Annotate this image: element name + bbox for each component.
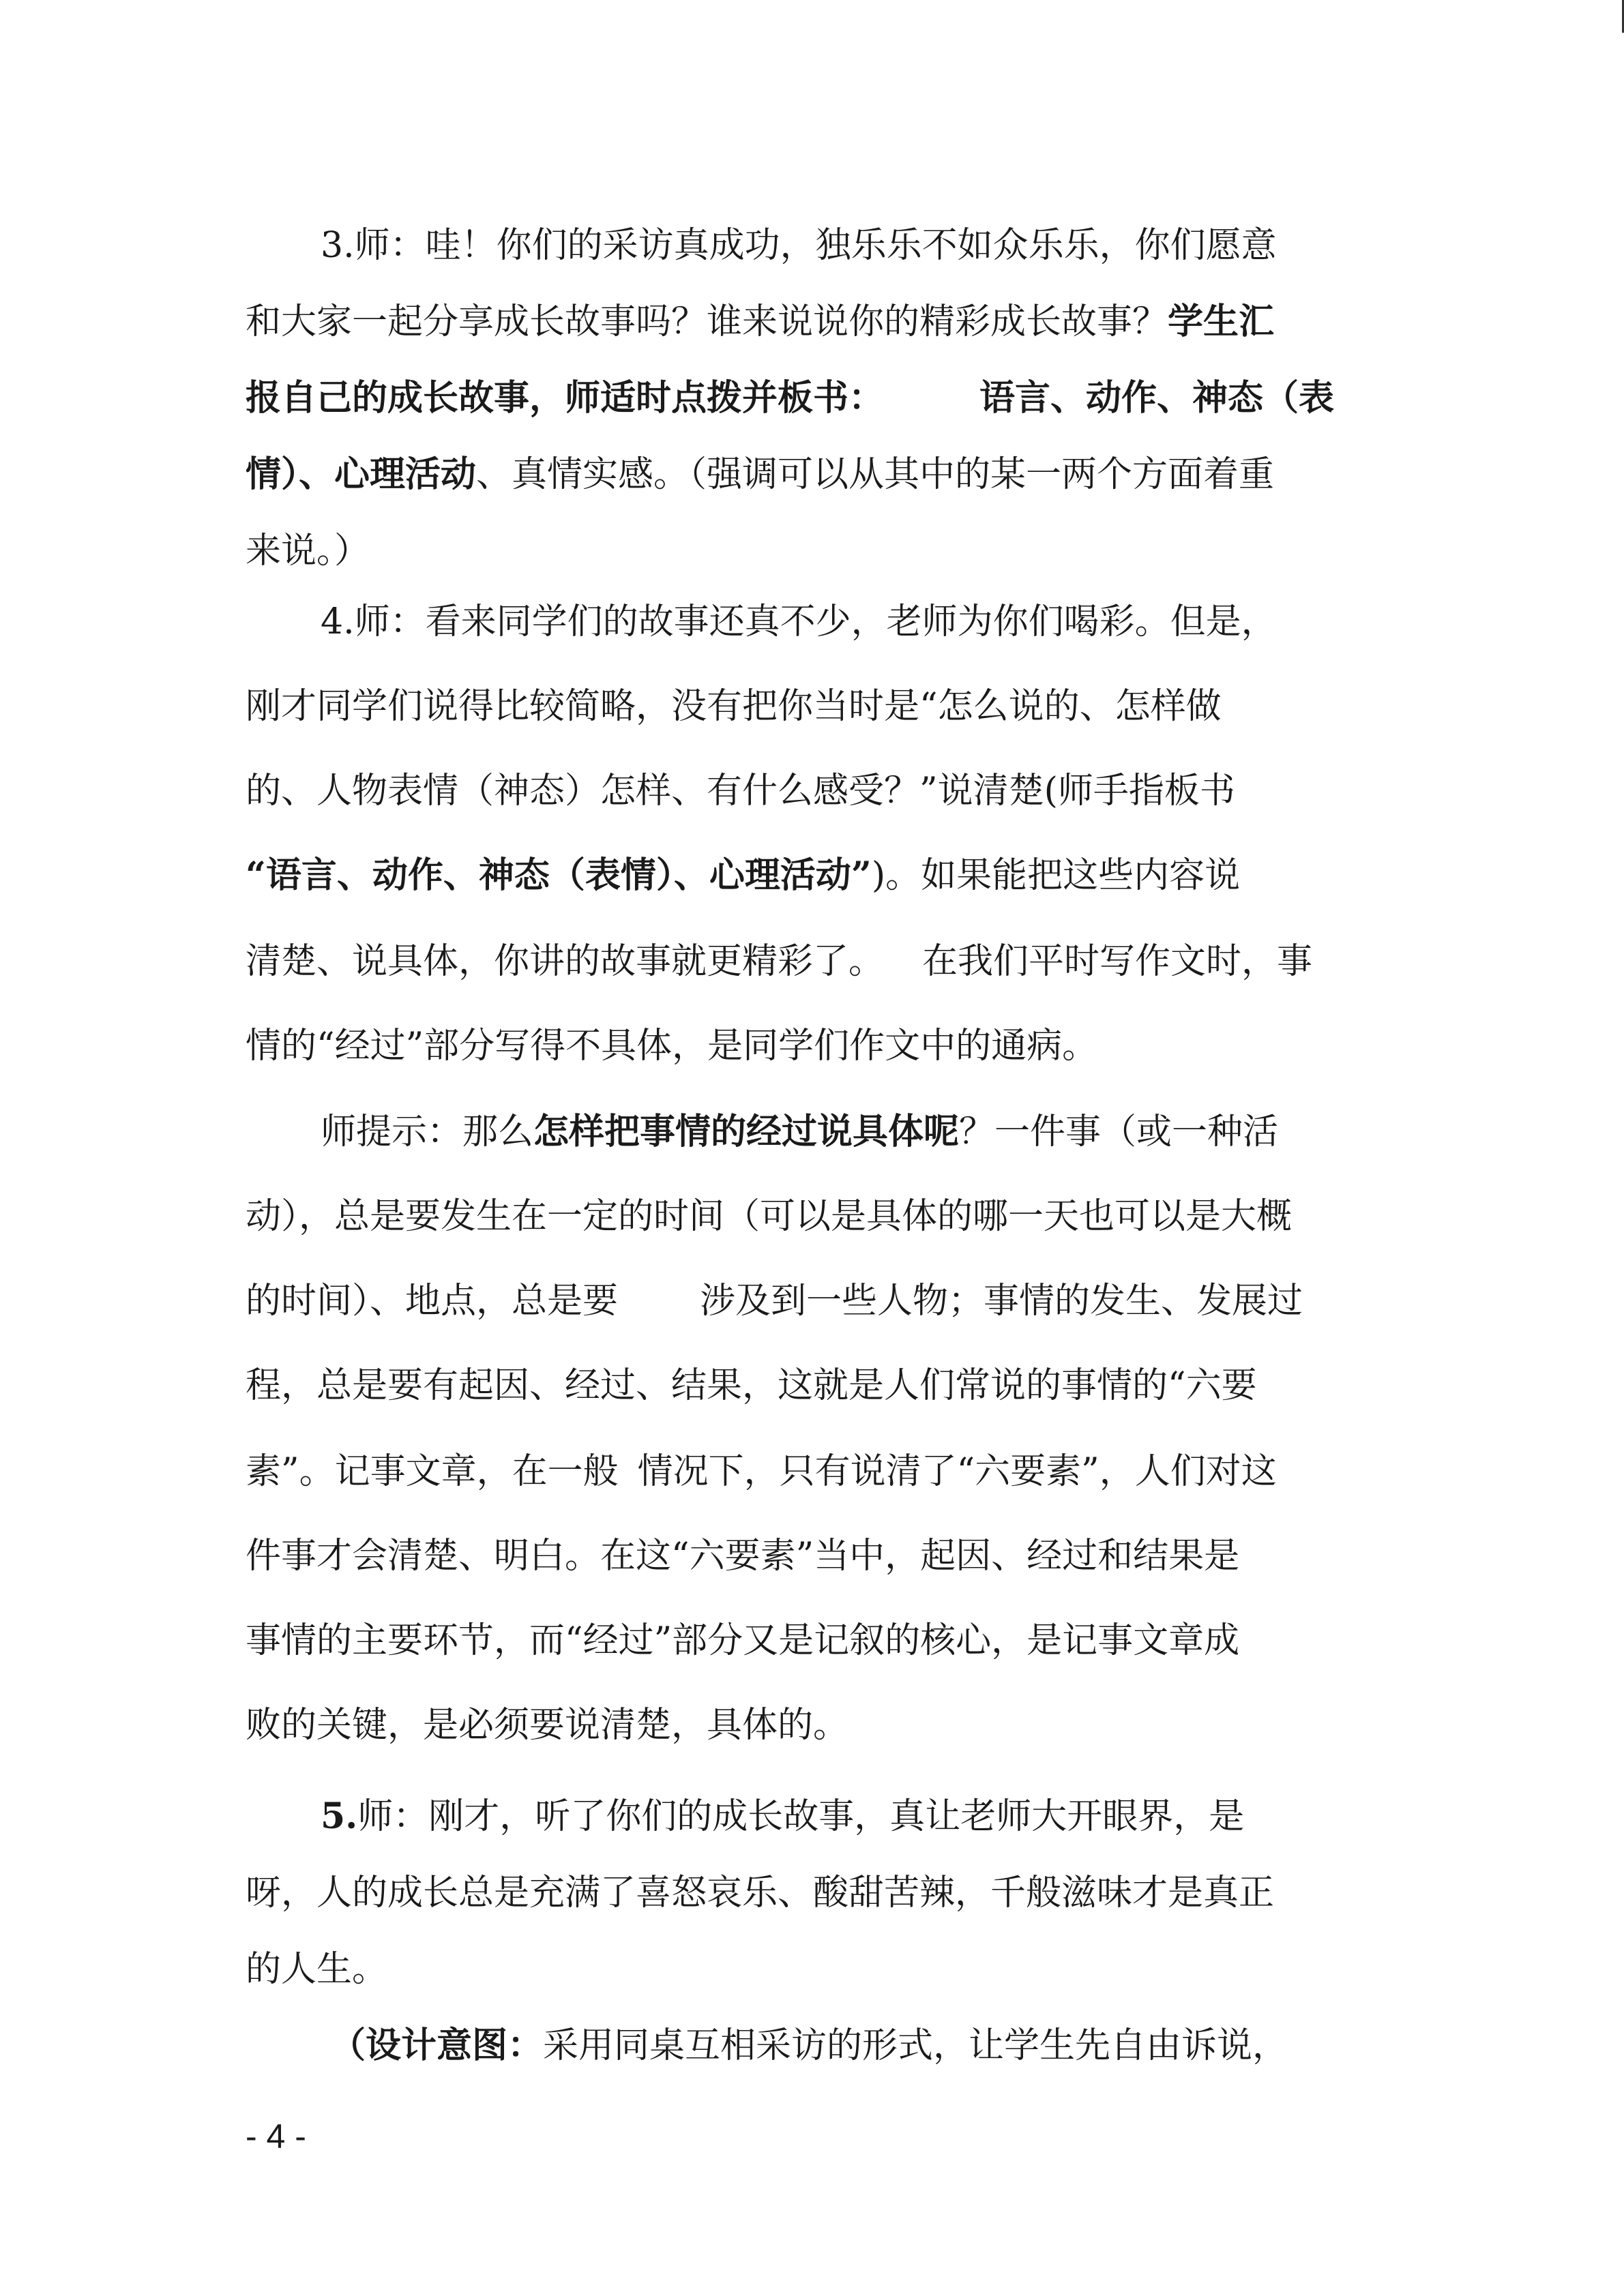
tip-line6 — [246, 1529, 1239, 1583]
para4-line5 — [246, 934, 1312, 989]
para3-line2-bold: 学生汇 — [1168, 301, 1275, 342]
para4-line1-text: 4.师：看来同学们的故事还真不少，老师为你们喝彩。但是， — [321, 601, 1277, 642]
para5-line1 — [321, 1789, 1244, 1844]
design-line1 — [330, 2018, 1288, 2073]
design-line1-bold: （设计意图： — [330, 2025, 544, 2066]
tip-line3-text-b: 涉及到一些人物；事情的发生、发展过 — [700, 1281, 1303, 1322]
tip-line4 — [246, 1358, 1257, 1413]
para4-line1 — [321, 595, 1277, 649]
design-line1-text: 采用同桌互相采访的形式，让学生先自由诉说， — [543, 2025, 1288, 2066]
para4-line4-bold: “语言、动作、神态（表情）、心理活动” — [246, 854, 872, 896]
tip-line8-text: 败的关键，是必须要说清楚，具体的。 — [246, 1705, 849, 1746]
para4-line4-text: )。如果能把这些内容说 — [871, 855, 1241, 896]
tip-line5 — [246, 1444, 1277, 1499]
tip-line7-text: 事情的主要环节，而“经过”部分又是记叙的核心，是记事文章成 — [246, 1620, 1240, 1661]
tip-line1 — [321, 1105, 1278, 1159]
para5-line1-text: 师：刚才，听了你们的成长故事，真让老师大开眼界，是 — [357, 1796, 1245, 1837]
para4-line3-text: 的、人物表情（神态）怎样、有什么感受？”说清楚(师手指板书 — [246, 771, 1235, 811]
para3-line2 — [246, 295, 1274, 349]
para3-line3-bold-a: 报自己的成长故事，师适时点拨并板书： — [246, 377, 885, 419]
para3-line3 — [246, 371, 1334, 426]
para3-line3-bold-b: 语言、动作、神态（表 — [979, 377, 1335, 419]
tip-line1-bold: 怎样把事情的经过说具体呢 — [533, 1111, 960, 1152]
para5-line1-number: 5. — [321, 1795, 358, 1837]
para3-line1 — [321, 218, 1277, 273]
para3-line4 — [246, 447, 1274, 502]
para4-line5-text-a: 清楚、说具体，你讲的故事就更精彩了。 — [246, 941, 885, 982]
para5-line3-text: 的人生。 — [246, 1949, 388, 1990]
para4-line6-text: 情的“经过”部分写得不具体，是同学们作文中的通病。 — [246, 1026, 1098, 1067]
para4-line2-text: 刚才同学们说得比较简略，没有把你当时是“怎么说的、怎样做 — [246, 686, 1222, 727]
tip-line3-text-a: 的时间）、地点，总是要 — [246, 1281, 619, 1322]
para3-line5-text: 来说。） — [246, 531, 370, 571]
tip-line5-text-a: 素”。记事文章，在一般 — [246, 1451, 619, 1492]
tip-line2 — [246, 1189, 1292, 1244]
tip-line6-text: 件事才会清楚、明白。在这“六要素”当中，起因、经过和结果是 — [246, 1536, 1240, 1577]
tip-line4-text: 程，总是要有起因、经过、结果，这就是人们常说的事情的“六要 — [246, 1365, 1257, 1406]
para3-line5 — [246, 524, 370, 578]
tip-line7 — [246, 1613, 1239, 1668]
para4-line3 — [246, 764, 1235, 818]
page-number: - 4 - — [246, 2117, 306, 2156]
tip-line5-text-b: 情况下，只有说清了“六要素”，人们对这 — [637, 1451, 1277, 1492]
para5-line3 — [246, 1942, 387, 1997]
para5-line2 — [246, 1866, 1274, 1920]
para3-line2-text: 和大家一起分享成长故事吗？谁来说说你的精彩成长故事？ — [246, 301, 1168, 342]
tip-line2-text: 动），总是要发生在一定的时间（可以是具体的哪一天也可以是大概 — [246, 1196, 1293, 1237]
tip-line1-text-c: ？一件事（或一种活 — [959, 1112, 1279, 1152]
para4-line2 — [246, 679, 1222, 734]
para4-line6 — [246, 1019, 1097, 1073]
para5-line2-text: 呀，人的成长总是充满了喜怒哀乐、酸甜苦辣，千般滋味才是真正 — [246, 1873, 1275, 1913]
tip-line8 — [246, 1698, 848, 1753]
para4-line5-text-b: 在我们平时写作文时，事 — [922, 941, 1313, 982]
para3-line1-text: 3.师：哇！你们的采访真成功，独乐乐不如众乐乐，你们愿意 — [321, 225, 1277, 266]
para3-line4-text: 、真情实感。（强调可以从其中的某一两个方面着重 — [476, 454, 1275, 495]
para3-line4-bold: 情）、心理活动 — [246, 453, 477, 495]
tip-line1-text-a: 师提示：那么 — [321, 1112, 534, 1152]
para4-line4 — [246, 848, 1240, 903]
tip-line3 — [246, 1274, 1303, 1328]
